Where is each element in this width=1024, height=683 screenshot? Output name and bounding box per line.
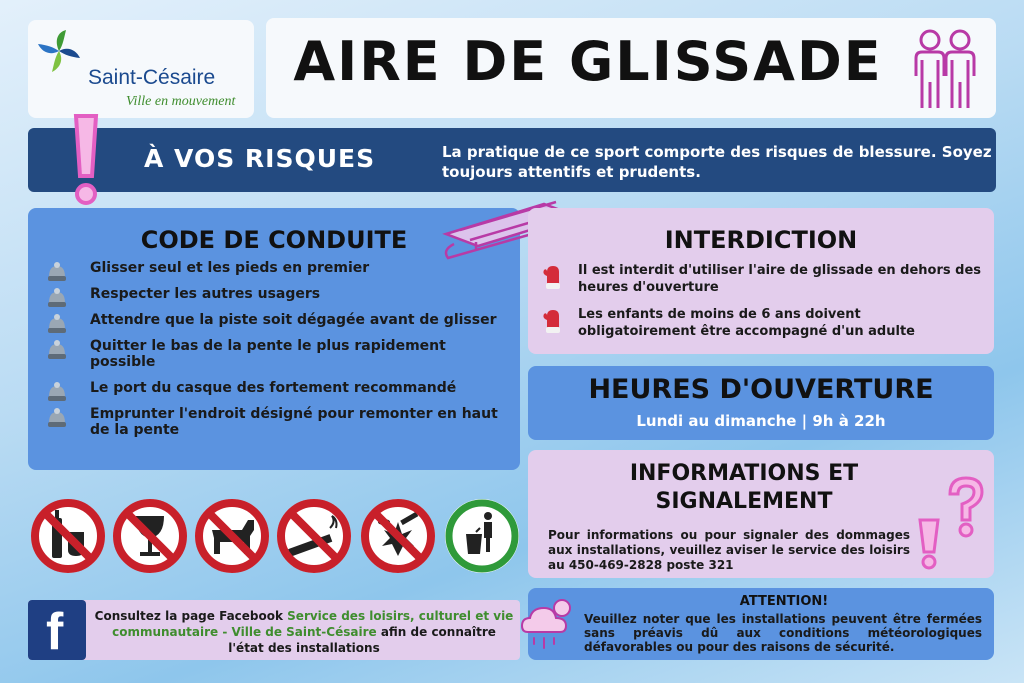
list-item: Glisser seul et les pieds en premier — [44, 260, 504, 276]
hours-text: Lundi au dimanche | 9h à 22h — [636, 412, 886, 430]
facebook-card — [28, 600, 520, 660]
no-alcohol-icon — [30, 498, 106, 574]
list-item: Attendre que la piste soit dégagée avant de glisser — [44, 312, 504, 328]
risk-text: La pratique de ce sport comporte des risques de blessure. Soyez toujours attentifs et prudents. — [442, 143, 992, 181]
no-dogs-icon — [194, 498, 270, 574]
no-smoking-icon — [276, 498, 352, 574]
risk-label: À VOS RISQUES — [144, 144, 376, 173]
logo-name: Saint-Césaire — [88, 66, 216, 89]
trash-icon — [444, 498, 520, 574]
question-icon — [916, 466, 988, 570]
logo-slogan: Ville en mouvement — [126, 94, 236, 109]
attention-text: Veuillez noter que les installations peuvent être fermées sans préavis dû aux conditions météorologiques défavorables ou pour des raisons de sécurité. — [584, 612, 982, 654]
facebook-text: Consultez la page Facebook Service des loisirs, culturel et vie communautaire - Ville de Saint-Césaire afin de connaître l'état des installations — [94, 609, 514, 655]
code-title: CODE DE CONDUITE — [140, 226, 408, 254]
code-list — [44, 260, 504, 448]
mitten-icon — [542, 308, 564, 334]
logo-card — [28, 20, 254, 118]
no-drugs-icon — [360, 498, 436, 574]
hours-card — [528, 366, 994, 440]
page-title: AIRE DE GLISSADE — [293, 30, 883, 93]
tuque-icon — [46, 340, 68, 360]
mitten-icon — [542, 264, 564, 290]
list-item: Il est interdit d'utiliser l'aire de glissade en dehors des heures d'ouverture — [542, 262, 982, 296]
facebook-icon[interactable]: f — [28, 600, 86, 660]
list-item: Respecter les autres usagers — [44, 286, 504, 302]
interdiction-list — [542, 262, 982, 350]
risk-banner — [28, 128, 996, 192]
hours-title: HEURES D'OUVERTURE — [588, 374, 934, 405]
tuque-icon — [46, 314, 68, 334]
list-item: Emprunter l'endroit désigné pour remonter en haut de la pente — [44, 406, 504, 438]
no-glass-icon — [112, 498, 188, 574]
people-icon — [910, 26, 982, 112]
tuque-icon — [46, 288, 68, 308]
interdiction-title: INTERDICTION — [664, 226, 858, 254]
tuque-icon — [46, 262, 68, 282]
info-card — [528, 450, 994, 578]
list-item: Quitter le bas de la pente le plus rapidement possible — [44, 338, 504, 370]
info-text: Pour informations ou pour signaler des dommages aux installations, veuillez aviser le service des loisirs au 450-469-2828 poste 321 — [548, 528, 910, 572]
list-item: Les enfants de moins de 6 ans doivent obligatoirement être accompagné d'un adulte — [542, 306, 982, 340]
tuque-icon — [46, 382, 68, 402]
title-banner — [266, 18, 996, 118]
tuque-icon — [46, 408, 68, 428]
storm-cloud-icon — [518, 592, 582, 656]
exclamation-icon — [66, 112, 106, 208]
logo-leaf-icon — [36, 28, 82, 74]
interdiction-card — [528, 208, 994, 354]
facebook-page-link[interactable]: Service des loisirs, culturel et vie communautaire - Ville de Saint-Césaire — [112, 609, 514, 639]
attention-card — [528, 588, 994, 660]
list-item: Le port du casque des fortement recommandé — [44, 380, 504, 396]
info-title: INFORMATIONS ET SIGNALEMENT — [629, 461, 859, 514]
attention-title: ATTENTION! — [739, 594, 829, 609]
